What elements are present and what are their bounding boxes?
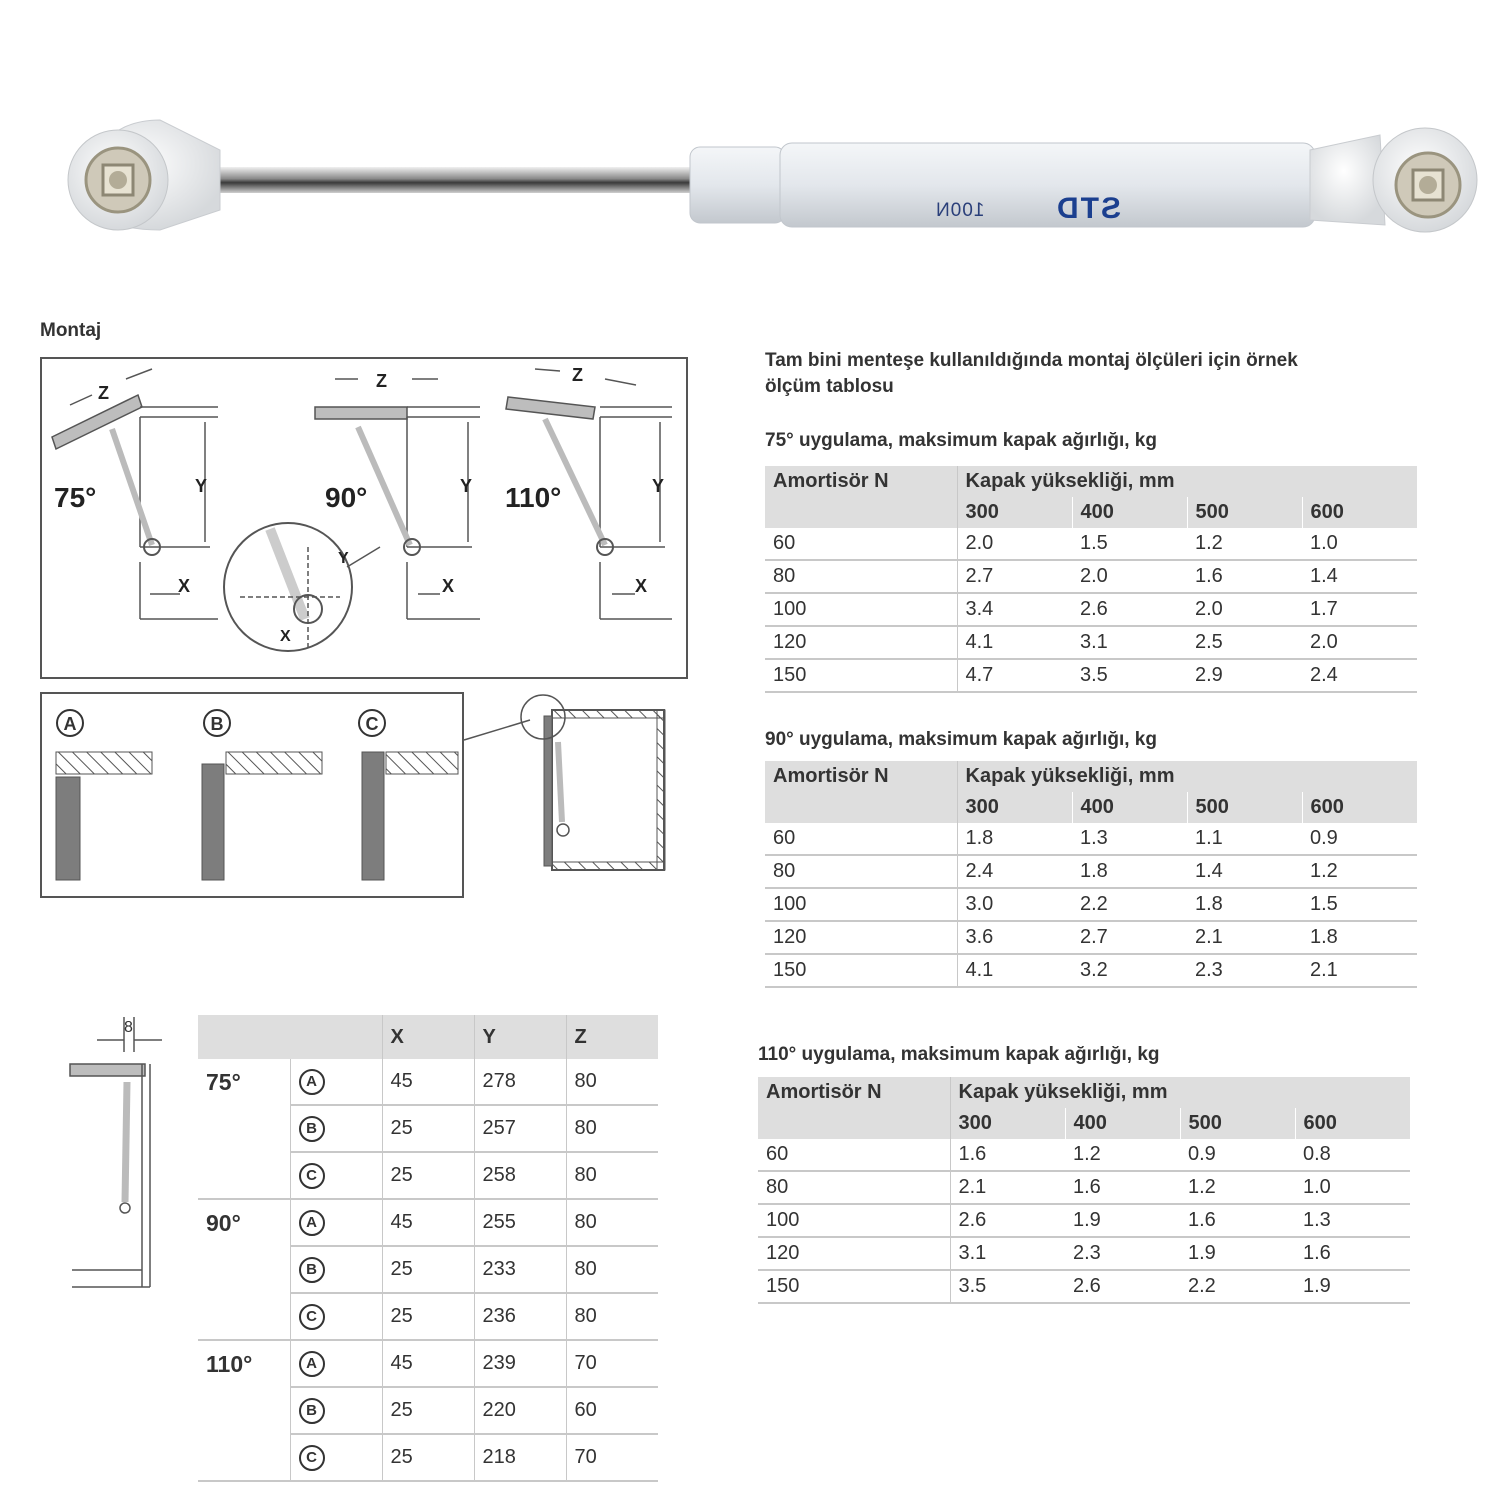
weight-cell: 2.0 (1302, 626, 1417, 659)
col-header-damper: Amortisör N (765, 466, 957, 497)
cell-z: 80 (566, 1152, 658, 1199)
brand-logo: STD (1055, 192, 1121, 225)
variant-label-b: B (210, 714, 224, 734)
cell-x: 45 (382, 1199, 474, 1246)
offset-label: 8 (124, 1019, 133, 1036)
weight-cell: 2.1 (950, 1171, 1065, 1204)
weight-cell: 1.8 (957, 823, 1072, 855)
table-row (765, 560, 1417, 593)
side-mounting-diagram (62, 1012, 172, 1292)
height-header: 600 (1302, 497, 1417, 528)
weight-cell: 1.6 (1065, 1171, 1180, 1204)
weight-cell: 3.1 (1072, 626, 1187, 659)
height-header: 400 (1072, 497, 1187, 528)
weight-cell: 2.2 (1180, 1270, 1295, 1303)
weight-cell: 2.0 (1072, 560, 1187, 593)
cell-z: 80 (566, 1199, 658, 1246)
col-header-damper: Amortisör N (765, 761, 957, 792)
door-variants-diagram (40, 692, 675, 902)
weight-cell: 1.2 (1065, 1139, 1180, 1171)
angle-label-110: 110° (505, 482, 562, 513)
dim-y-110: Y (652, 476, 665, 496)
variant-badge: C (299, 1304, 325, 1330)
weight-cell: 2.9 (1187, 659, 1302, 692)
cell-x: 45 (382, 1340, 474, 1387)
table-row (758, 1270, 1410, 1303)
damper-force-cell: 120 (765, 626, 957, 659)
weight-cell: 3.5 (950, 1270, 1065, 1303)
intro-line-1: Tam bini menteşe kullanıldığında montaj ölçüleri için örnek (765, 350, 1298, 371)
col-header-height: Kapak yüksekliği, mm (950, 1077, 1410, 1108)
table-row (765, 954, 1417, 987)
table-row (765, 659, 1417, 692)
weight-cell: 2.5 (1187, 626, 1302, 659)
cell-y: 220 (474, 1387, 566, 1434)
variant-badge: C (299, 1445, 325, 1471)
weight-cell: 3.4 (957, 593, 1072, 626)
height-header: 600 (1302, 792, 1417, 823)
xyz-header-row (198, 1015, 658, 1059)
height-header: 300 (950, 1108, 1065, 1139)
load-table (765, 466, 1417, 693)
dim-x-zoom: X (280, 628, 291, 645)
damper-force-cell: 60 (765, 528, 957, 560)
cell-x: 45 (382, 1059, 474, 1105)
weight-cell: 1.4 (1187, 855, 1302, 888)
weight-cell: 3.1 (950, 1237, 1065, 1270)
table-row (198, 1199, 658, 1246)
intro-line-2: ölçüm tablosu (765, 376, 894, 397)
damper-force-cell: 60 (765, 823, 957, 855)
weight-cell: 1.5 (1072, 528, 1187, 560)
weight-cell: 1.6 (1295, 1237, 1410, 1270)
xyz-angle-110: 110° (198, 1340, 290, 1481)
height-header: 600 (1295, 1108, 1410, 1139)
weight-cell: 1.9 (1065, 1204, 1180, 1237)
col-header-damper: Amortisör N (758, 1077, 950, 1108)
weight-cell: 1.9 (1295, 1270, 1410, 1303)
damper-force-cell: 80 (758, 1171, 950, 1204)
table-row (765, 593, 1417, 626)
height-header: 500 (1187, 792, 1302, 823)
weight-cell: 2.3 (1187, 954, 1302, 987)
damper-force-cell: 80 (765, 560, 957, 593)
damper-force-cell: 100 (765, 888, 957, 921)
cell-x: 25 (382, 1152, 474, 1199)
weight-cell: 1.9 (1180, 1237, 1295, 1270)
cell-x: 25 (382, 1105, 474, 1152)
height-header: 300 (957, 792, 1072, 823)
weight-cell: 2.6 (1072, 593, 1187, 626)
damper-force-cell: 60 (758, 1139, 950, 1171)
weight-cell: 1.2 (1187, 528, 1302, 560)
table-row (765, 528, 1417, 560)
weight-cell: 2.7 (1072, 921, 1187, 954)
table-row (765, 888, 1417, 921)
force-rating-label: 100N (935, 200, 985, 221)
weight-cell: 2.7 (957, 560, 1072, 593)
weight-cell: 1.0 (1295, 1171, 1410, 1204)
weight-cell: 1.2 (1180, 1171, 1295, 1204)
weight-cell: 0.9 (1180, 1139, 1295, 1171)
montaj-title: Montaj (40, 320, 102, 341)
dim-y-90: Y (460, 476, 473, 496)
height-header: 400 (1072, 792, 1187, 823)
weight-cell: 1.8 (1302, 921, 1417, 954)
damper-force-cell: 150 (765, 954, 957, 987)
xyz-angle-75: 75° (198, 1059, 290, 1199)
table-row (765, 921, 1417, 954)
intro-text (765, 348, 1298, 400)
damper-force-cell: 150 (765, 659, 957, 692)
weight-cell: 4.1 (957, 954, 1072, 987)
cell-z: 60 (566, 1387, 658, 1434)
dim-x-75: X (178, 576, 191, 596)
weight-cell: 2.1 (1187, 921, 1302, 954)
load-table-title: 110° uygulama, maksimum kapak ağırlığı, kg (758, 1044, 1160, 1065)
height-header: 400 (1065, 1108, 1180, 1139)
dim-z-90: Z (376, 371, 387, 391)
xyz-dimension-table (198, 1015, 658, 1482)
damper-force-cell: 120 (765, 921, 957, 954)
weight-cell: 3.0 (957, 888, 1072, 921)
weight-cell: 1.5 (1302, 888, 1417, 921)
cell-y: 239 (474, 1340, 566, 1387)
cell-y: 233 (474, 1246, 566, 1293)
cell-y: 255 (474, 1199, 566, 1246)
dim-y-75: Y (195, 476, 208, 496)
weight-cell: 0.8 (1295, 1139, 1410, 1171)
weight-cell: 1.6 (950, 1139, 1065, 1171)
table-row (765, 626, 1417, 659)
weight-cell: 3.2 (1072, 954, 1187, 987)
load-table-title: 90° uygulama, maksimum kapak ağırlığı, kg (765, 729, 1157, 750)
cell-x: 25 (382, 1434, 474, 1481)
cell-z: 80 (566, 1293, 658, 1340)
weight-cell: 4.1 (957, 626, 1072, 659)
dim-z-110: Z (572, 365, 583, 385)
weight-cell: 1.0 (1302, 528, 1417, 560)
cell-y: 218 (474, 1434, 566, 1481)
cell-z: 80 (566, 1105, 658, 1152)
weight-cell: 2.2 (1072, 888, 1187, 921)
weight-cell: 1.8 (1072, 855, 1187, 888)
cell-z: 70 (566, 1434, 658, 1481)
weight-cell: 1.1 (1187, 823, 1302, 855)
weight-cell: 2.4 (957, 855, 1072, 888)
variant-badge: A (299, 1351, 325, 1377)
weight-cell: 2.0 (957, 528, 1072, 560)
weight-cell: 2.4 (1302, 659, 1417, 692)
variant-badge: A (299, 1210, 325, 1236)
variant-badge: C (299, 1163, 325, 1189)
table-row (758, 1171, 1410, 1204)
table-row (758, 1237, 1410, 1270)
weight-cell: 3.6 (957, 921, 1072, 954)
table-row (758, 1139, 1410, 1171)
weight-cell: 1.8 (1187, 888, 1302, 921)
cell-x: 25 (382, 1293, 474, 1340)
gas-strut-photo (55, 105, 1485, 275)
weight-cell: 2.6 (950, 1204, 1065, 1237)
weight-cell: 1.3 (1072, 823, 1187, 855)
col-header-height: Kapak yüksekliği, mm (957, 761, 1417, 792)
weight-cell: 1.4 (1302, 560, 1417, 593)
cell-x: 25 (382, 1387, 474, 1434)
variant-badge: B (299, 1257, 325, 1283)
height-header: 500 (1187, 497, 1302, 528)
weight-cell: 2.6 (1065, 1270, 1180, 1303)
damper-force-cell: 150 (758, 1270, 950, 1303)
table-row (198, 1059, 658, 1105)
xyz-header-z: Z (566, 1015, 658, 1059)
weight-cell: 3.5 (1072, 659, 1187, 692)
weight-cell: 1.2 (1302, 855, 1417, 888)
weight-cell: 2.3 (1065, 1237, 1180, 1270)
load-table-title: 75° uygulama, maksimum kapak ağırlığı, kg (765, 430, 1157, 451)
variant-badge: B (299, 1398, 325, 1424)
cell-y: 236 (474, 1293, 566, 1340)
cell-z: 70 (566, 1340, 658, 1387)
dim-x-90: X (442, 576, 455, 596)
angle-label-75: 75° (54, 482, 97, 513)
damper-force-cell: 80 (765, 855, 957, 888)
angle-label-90: 90° (325, 482, 368, 513)
weight-cell: 4.7 (957, 659, 1072, 692)
table-row (198, 1340, 658, 1387)
cell-y: 258 (474, 1152, 566, 1199)
damper-force-cell: 120 (758, 1237, 950, 1270)
damper-force-cell: 100 (758, 1204, 950, 1237)
weight-cell: 1.6 (1180, 1204, 1295, 1237)
variant-label-c: C (365, 714, 379, 734)
height-header: 500 (1180, 1108, 1295, 1139)
cell-y: 278 (474, 1059, 566, 1105)
dim-x-110: X (635, 576, 648, 596)
col-header-height: Kapak yüksekliği, mm (957, 466, 1417, 497)
table-row (758, 1204, 1410, 1237)
xyz-header-x: X (382, 1015, 474, 1059)
cell-y: 257 (474, 1105, 566, 1152)
xyz-header-y: Y (474, 1015, 566, 1059)
dim-y-zoom: Y (338, 550, 349, 567)
variant-label-a: A (63, 714, 77, 734)
damper-force-cell: 100 (765, 593, 957, 626)
weight-cell: 1.6 (1187, 560, 1302, 593)
weight-cell: 1.7 (1302, 593, 1417, 626)
table-row (765, 855, 1417, 888)
weight-cell: 2.1 (1302, 954, 1417, 987)
weight-cell: 2.0 (1187, 593, 1302, 626)
cell-z: 80 (566, 1059, 658, 1105)
dim-z-75: Z (98, 383, 109, 403)
angle-installation-diagram (40, 357, 690, 682)
variant-badge: B (299, 1116, 325, 1142)
table-row (765, 823, 1417, 855)
cell-x: 25 (382, 1246, 474, 1293)
load-table (758, 1077, 1410, 1304)
height-header: 300 (957, 497, 1072, 528)
cell-z: 80 (566, 1246, 658, 1293)
variant-badge: A (299, 1069, 325, 1095)
weight-cell: 1.3 (1295, 1204, 1410, 1237)
load-table (765, 761, 1417, 988)
xyz-angle-90: 90° (198, 1199, 290, 1340)
weight-cell: 0.9 (1302, 823, 1417, 855)
